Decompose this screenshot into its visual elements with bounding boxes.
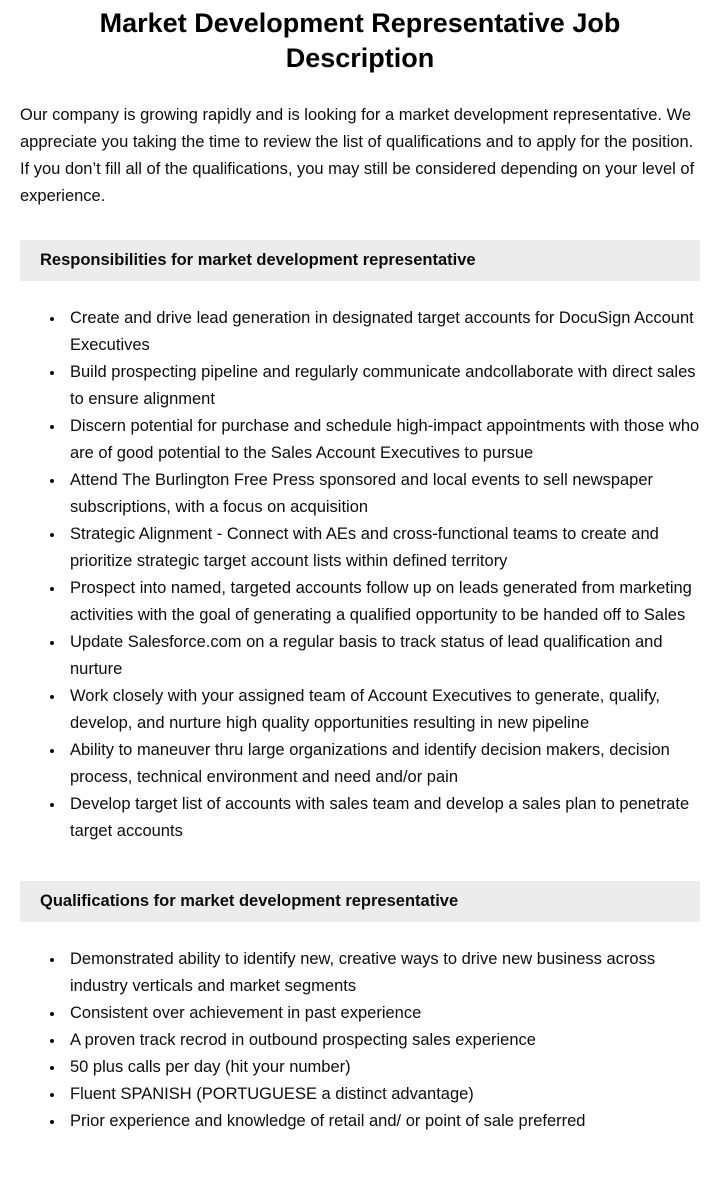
list-item: • Demonstrated ability to identify new, creative ways to drive new business across industry verticals and market segments	[65, 946, 700, 1000]
list-item: • Update Salesforce.com on a regular basis to track status of lead qualification and nurture	[65, 629, 700, 683]
section-header-responsibilities	[20, 240, 700, 281]
list-item: • Strategic Alignment - Connect with AEs and cross-functional teams to create and prioritize strategic target account lists within defined territory	[65, 521, 700, 575]
intro-paragraph: Our company is growing rapidly and is looking for a market development representative. We appreciate you taking the time to review the list of qualifications and to apply for the position. If you don’t fill all of the qualifications, you may still be considered depending on your level of experience.	[20, 106, 695, 206]
section-heading-text: Qualifications for market development representative	[40, 892, 459, 911]
list-item: • 50 plus calls per day (hit your number)	[65, 1054, 700, 1081]
list-item: • A proven track recrod in outbound prospecting sales experience	[65, 1027, 700, 1054]
responsibilities-list	[20, 305, 700, 845]
page-title: Market Development Representative Job Description	[99, 8, 621, 74]
list-item: • Attend The Burlington Free Press sponsored and local events to sell newspaper subscriptions, with a focus on acquisition	[65, 467, 700, 521]
list-item: • Create and drive lead generation in designated target accounts for DocuSign Account Executives	[65, 305, 700, 359]
section-header-qualifications	[20, 881, 700, 922]
list-item: • Discern potential for purchase and schedule high-impact appointments with those who are of good potential to the Sales Account Executives to pursue	[65, 413, 700, 467]
list-item: • Prospect into named, targeted accounts follow up on leads generated from marketing activities with the goal of generating a qualified opportunity to be handed off to Sales	[65, 575, 700, 629]
list-item: • Build prospecting pipeline and regularly communicate andcollaborate with direct sales to ensure alignment	[65, 359, 700, 413]
list-item: • Fluent SPANISH (PORTUGUESE a distinct advantage)	[65, 1081, 700, 1108]
section-heading-text: Responsibilities for market development representative	[40, 251, 476, 270]
list-item: • Work closely with your assigned team of Account Executives to generate, qualify, develop, and nurture high quality opportunities resulting in new pipeline	[65, 683, 700, 737]
qualifications-list	[20, 946, 700, 1135]
list-item: • Consistent over achievement in past experience	[65, 1000, 700, 1027]
list-item: • Ability to maneuver thru large organizations and identify decision makers, decision process, technical environment and need and/or pain	[65, 737, 700, 791]
list-item: • Prior experience and knowledge of retail and/ or point of sale preferred	[65, 1108, 700, 1135]
list-item: • Develop target list of accounts with sales team and develop a sales plan to penetrate target accounts	[65, 791, 700, 845]
